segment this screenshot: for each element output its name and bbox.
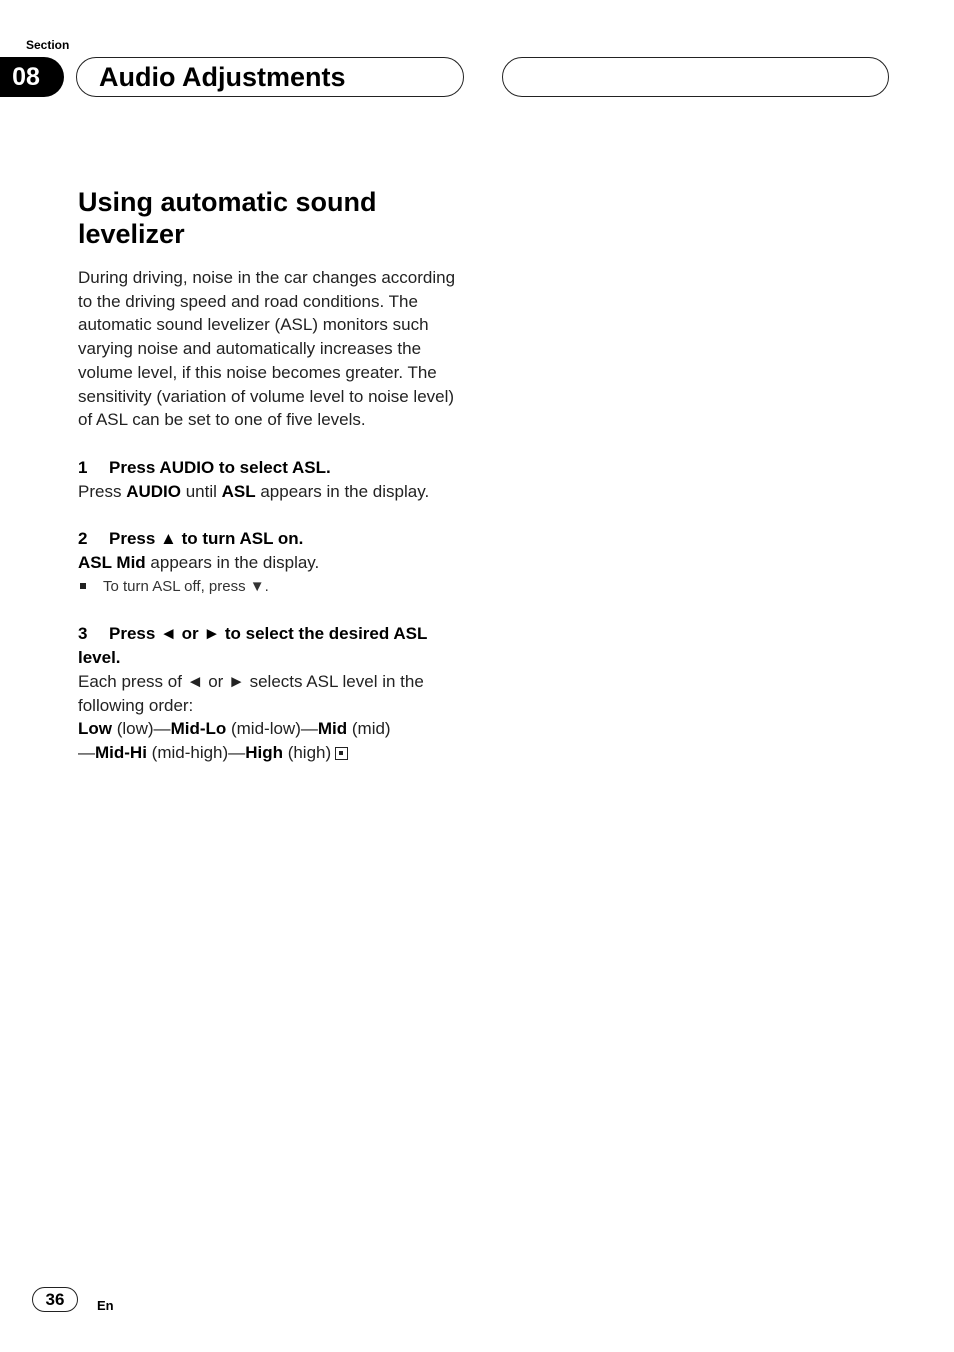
step-3-heading [78,622,468,669]
level-desc: (high) [282,742,332,762]
step-1-heading-text: Press AUDIO to select ASL. [109,457,331,477]
level-desc: (mid-high)— [146,742,246,762]
level-order [78,717,468,764]
step-2-note-text: To turn ASL off, press ▼. [103,577,269,595]
page-number: 36 [32,1287,78,1312]
level-name: Mid-Hi [95,742,147,762]
level-dash: — [78,742,95,762]
level-name: Mid [317,719,348,739]
step-1-body-mid: until [180,481,222,501]
level-desc: (low)— [112,719,171,739]
step-2-body-bold: ASL Mid [78,553,146,573]
step-2-body [78,551,468,575]
language-code: En [97,1298,114,1313]
step-2-heading-text: Press ▲ to turn ASL on. [109,529,304,549]
step-1-body-bold-audio: AUDIO [126,481,181,501]
step-1-body-post: appears in the display. [255,481,430,501]
step-1-body-bold-asl: ASL [221,481,256,501]
section-label: Section [26,38,70,52]
end-of-section-icon [335,747,348,760]
level-desc: (mid-low)— [226,719,318,739]
article-title: Using automatic sound levelizer [78,187,377,249]
section-number-badge: 08 [0,57,64,97]
empty-header-pill [502,57,889,97]
article [78,186,468,765]
step-3-body: Each press of ◄ or ► selects ASL level in the following order: [78,671,424,715]
square-bullet-icon [80,583,86,589]
step-1-heading [78,456,468,480]
level-name: High [245,742,283,762]
step-2-number: 2 [78,529,88,549]
step-1-number: 1 [78,457,88,477]
step-1-body-pre: Press [78,481,127,501]
step-2-note [78,575,468,599]
level-name: Mid-Lo [170,719,227,739]
section-title: Audio Adjustments [76,57,464,97]
level-name: Low [78,719,112,739]
intro-paragraph: During driving, noise in the car changes according to the driving speed and road conditions. The automatic sound levelizer (ASL) monitors such varying noise and automatically increases the volume level, if this noise becomes greater. The sensitivity (variation of volume level to noise level) of ASL can be set to one of five levels. [78,268,456,430]
step-2-heading [78,527,468,551]
step-3-heading-text: Press ◄ or ► to select the desired ASL level. [78,624,428,668]
step-1-body [78,480,468,504]
step-3-number: 3 [78,624,88,644]
step-2-body-post: appears in the display. [145,553,320,573]
level-desc: (mid) [347,719,391,739]
